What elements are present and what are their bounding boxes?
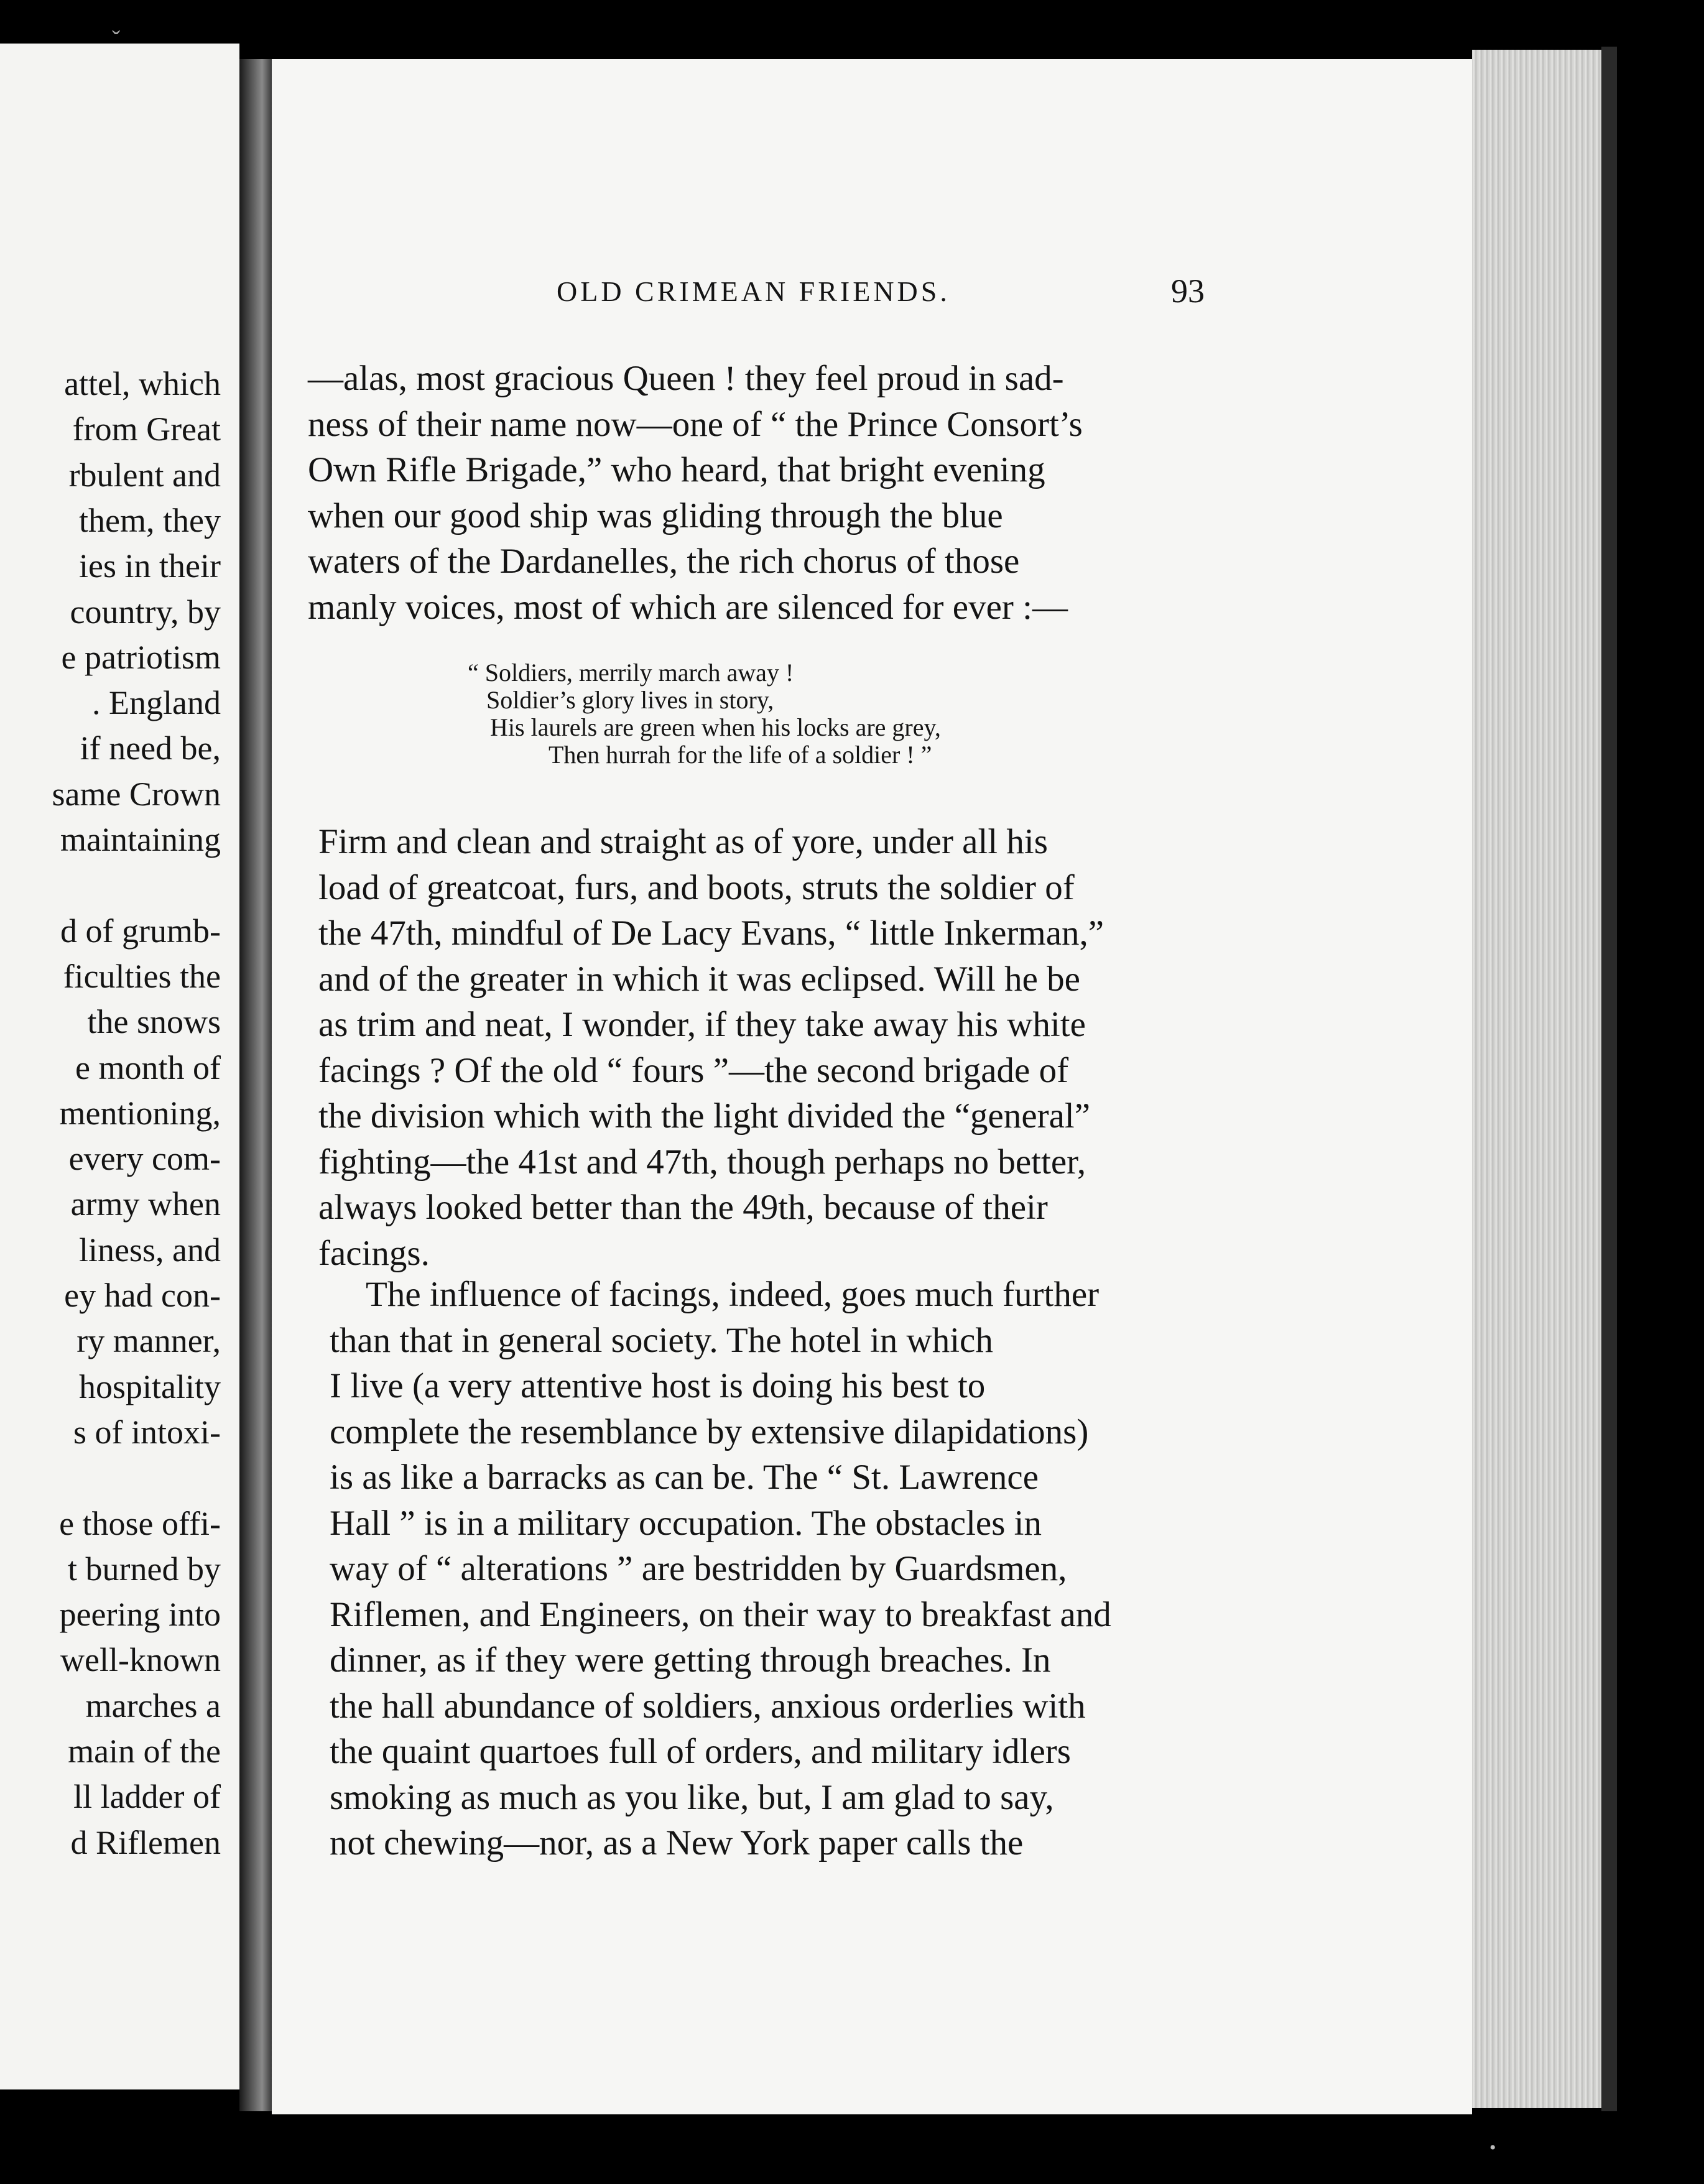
- body-text-line: smoking as much as you like, but, I am glad to say,: [330, 1777, 1054, 1817]
- book-gutter: [239, 59, 272, 2111]
- left-page-line: d of grumb-: [60, 912, 221, 950]
- body-text-line: Hall ” is in a military occupation. The obstacles in: [330, 1503, 1042, 1543]
- left-page-line: same Crown: [52, 775, 221, 813]
- body-text-line: as trim and neat, I wonder, if they take away his white: [318, 1005, 1086, 1044]
- running-head: OLD CRIMEAN FRIENDS.: [557, 275, 950, 307]
- left-page-line: peering into: [59, 1596, 221, 1634]
- body-text-line: —alas, most gracious Queen ! they feel proud in sad-: [308, 359, 1064, 398]
- margin-speck: ˇ: [112, 25, 121, 53]
- left-page-line: hospitality: [79, 1367, 221, 1405]
- left-page-line: e patriotism: [61, 638, 221, 676]
- body-text-line: dinner, as if they were getting through breaches. In: [330, 1640, 1051, 1680]
- left-page-line: ry manner,: [76, 1322, 221, 1360]
- body-text-line: ness of their name now—one of “ the Prince Consort’s: [308, 404, 1083, 444]
- body-text-line: the hall abundance of soldiers, anxious orderlies with: [330, 1686, 1086, 1726]
- body-text-line: complete the resemblance by extensive dilapidations): [330, 1412, 1089, 1451]
- page-edges: [1472, 50, 1601, 2108]
- body-text-line: and of the greater in which it was eclipsed. Will he be: [318, 959, 1080, 999]
- body-text-line: facings.: [318, 1233, 430, 1273]
- margin-speck: •: [1489, 2137, 1496, 2158]
- body-text-line: The influence of facings, indeed, goes much further: [366, 1275, 1100, 1314]
- left-page-line: d Riflemen: [70, 1823, 221, 1861]
- verse-line: Then hurrah for the life of a soldier ! ”: [549, 741, 932, 769]
- left-page-line: e month of: [75, 1048, 221, 1086]
- left-page-line: if need be,: [80, 729, 221, 767]
- left-page-line: attel, which: [64, 365, 221, 402]
- body-text-line: Riflemen, and Engineers, on their way to breakfast and: [330, 1594, 1111, 1634]
- left-page-line: ies in their: [79, 547, 221, 585]
- body-text-line: the quaint quartoes full of orders, and military idlers: [330, 1732, 1071, 1771]
- left-page-line: well-known: [60, 1641, 221, 1679]
- left-page: [0, 44, 239, 2089]
- book-edge-shadow: [1601, 47, 1617, 2111]
- left-page-line: ficulties the: [63, 957, 221, 995]
- body-text-line: way of “ alterations ” are bestridden by Guardsmen,: [330, 1549, 1067, 1588]
- body-text-line: the division which with the light divided the “general”: [318, 1096, 1091, 1136]
- verse-line: “ Soldiers, merrily march away !: [468, 659, 794, 687]
- body-text-line: when our good ship was gliding through the blue: [308, 496, 1003, 535]
- left-page-line: army when: [70, 1185, 221, 1223]
- body-text-line: Own Rifle Brigade,” who heard, that bright evening: [308, 450, 1045, 489]
- left-page-line: . England: [92, 684, 221, 722]
- body-text-line: not chewing—nor, as a New York paper calls the: [330, 1823, 1024, 1862]
- body-text-line: fighting—the 41st and 47th, though perhaps no better,: [318, 1142, 1086, 1182]
- left-page-line: t burned by: [68, 1550, 221, 1588]
- left-page-line: the snows: [87, 1003, 221, 1041]
- left-page-line: ll ladder of: [73, 1778, 221, 1816]
- left-page-line: ey had con-: [64, 1277, 221, 1314]
- left-page-line: main of the: [68, 1733, 221, 1770]
- left-page-line: marches a: [85, 1687, 221, 1724]
- left-page-line: rbulent and: [68, 456, 221, 494]
- verse-line: His laurels are green when his locks are grey,: [490, 713, 941, 741]
- body-text-line: facings ? Of the old “ fours ”—the second brigade of: [318, 1050, 1069, 1090]
- left-page-line: mentioning,: [59, 1094, 221, 1132]
- page-number: 93: [1171, 272, 1205, 310]
- body-text-line: than that in general society. The hotel in which: [330, 1320, 993, 1360]
- body-text-line: I live (a very attentive host is doing his best to: [330, 1366, 986, 1405]
- left-page-line: maintaining: [60, 821, 221, 858]
- left-page-line: country, by: [70, 593, 221, 631]
- left-page-line: e those offi-: [59, 1504, 221, 1542]
- body-text-line: the 47th, mindful of De Lacy Evans, “ little Inkerman,”: [318, 914, 1104, 953]
- body-text-line: always looked better than the 49th, because of their: [318, 1188, 1048, 1227]
- verse-line: Soldier’s glory lives in story,: [486, 686, 774, 714]
- left-page-line: from Great: [72, 410, 221, 448]
- body-text-line: waters of the Dardanelles, the rich chorus of those: [308, 542, 1020, 581]
- body-text-line: is as like a barracks as can be. The “ St. Lawrence: [330, 1458, 1039, 1497]
- left-page-line: every com-: [68, 1140, 221, 1178]
- body-text-line: manly voices, most of which are silenced for ever :—: [308, 587, 1068, 627]
- left-page-line: them, they: [79, 501, 221, 539]
- body-text-line: Firm and clean and straight as of yore, under all his: [318, 822, 1048, 861]
- body-text-line: load of greatcoat, furs, and boots, struts the soldier of: [318, 868, 1075, 907]
- left-page-line: liness, and: [79, 1231, 221, 1269]
- left-page-line: s of intoxi-: [73, 1413, 221, 1451]
